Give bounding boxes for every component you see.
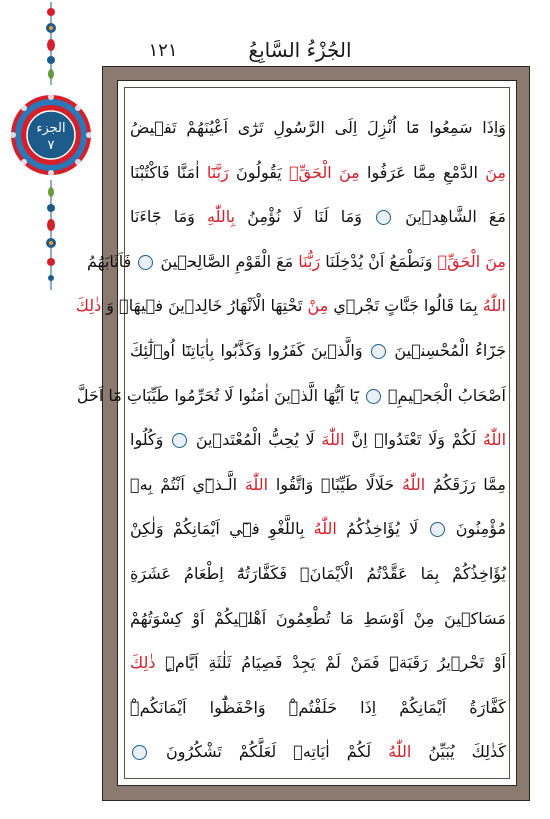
verse-segment: كَذٰلِكَ يُبَيِّنُ — [428, 742, 506, 762]
highlighted-word: بِاللّٰهِ — [207, 207, 236, 227]
verse-segment: يَقُولُونَ — [236, 162, 282, 182]
verse-segment: بِمَا قَالُوا جَنَّاتٍ تَجْر۪ي — [333, 296, 478, 316]
verse-line — [130, 418, 506, 463]
verse-segment: فَاَثَابَهُمُ — [86, 251, 132, 271]
ayah-end-marker-icon — [376, 210, 391, 225]
highlighted-word: مِنَ الْحَقِّۚ — [289, 162, 360, 182]
verse-line — [130, 641, 506, 686]
verse-segment: وَاِذَا سَمِعُوا مَٓا اُنْزِلَ اِلَى الرَّسُولِ تَرٰٓى اَعْيُنَهُمْ تَف۪يضُ — [130, 118, 506, 137]
verse-segment: جَزَٓاءُ الْمُحْسِن۪ينَ — [394, 340, 506, 360]
verse-segment: مُؤْمِنُونَ — [455, 519, 507, 539]
page-title: الجُزْءُ السَّابِعُ — [248, 38, 352, 62]
ayah-end-marker-icon — [132, 745, 147, 760]
highlighted-word: ذٰلِكَ — [130, 653, 156, 673]
verse-segment: وَكُلُوا — [130, 430, 164, 450]
verse-line — [130, 463, 506, 508]
verse-segment: يَٓا اَيُّهَا الَّذ۪ينَ اٰمَنُوا لَا تُحَرِّمُوا طَيِّبَاتِ مَٓا اَحَلَّ — [76, 385, 359, 405]
verse-line — [130, 151, 506, 196]
ayah-end-marker-icon — [172, 433, 187, 448]
highlighted-word: اللّٰهَ — [321, 430, 345, 450]
ayah-end-marker-icon — [430, 522, 445, 537]
flourish-icon — [46, 2, 56, 85]
verse-segment: وَنَطْمَعُ اَنْ يُدْخِلَنَا — [325, 251, 433, 271]
verse-line — [130, 552, 506, 597]
highlighted-word: اللّٰهَ — [244, 474, 269, 494]
verse-segment: بِاللَّغْوِ ف۪ٓي اَيْمَانِكُمْ وَلٰكِنْ — [130, 519, 305, 539]
verse-line — [130, 597, 506, 642]
verse-line — [130, 686, 506, 731]
verse-segment: الدَّمْعِ مِمَّا عَرَفُوا — [367, 162, 478, 182]
verse-segment: اَصْحَابُ الْجَح۪يمِ۟ — [387, 385, 506, 405]
verse-line — [130, 730, 506, 775]
highlighted-word: مِنَ الْحَقِّۙ — [437, 251, 506, 271]
verse-line — [76, 374, 506, 419]
verse-segment: وَمَا جَٓاءَنَا — [130, 207, 195, 227]
verse-line — [86, 240, 506, 285]
highlighted-word: اللّٰهُ — [313, 519, 337, 539]
highlighted-word: مِنْ — [307, 296, 329, 316]
flourish-bottom-icon — [46, 180, 56, 290]
verse-segment: حَلَالًا طَيِّبًاۖ وَاتَّقُوا — [275, 474, 395, 494]
verse-segment: اٰمَنَّا فَاكْتُبْنَا — [130, 162, 200, 182]
verse-segment: لَكُمْ اٰيَاتِه۪ لَعَلَّكُمْ تَشْكُرُونَ — [166, 742, 372, 762]
verse-line — [130, 106, 506, 151]
verse-line — [130, 507, 506, 552]
juz-label: الجزء — [36, 121, 66, 136]
juz-badge — [31, 120, 71, 154]
verse-segment: اَوْ تَحْر۪يرُ رَقَبَةٍۜ فَمَنْ لَمْ يَجِدْ فَصِيَامُ ثَلٰثَةِ اَيَّامٍۜ — [165, 653, 506, 673]
verse-segment: مَعَ الشَّاهِد۪ينَ — [405, 207, 506, 227]
highlighted-word: اللّٰهُ — [401, 474, 426, 494]
verse-segment: مِمَّا رَزَقَكُمُ — [432, 474, 506, 494]
verse-line — [75, 284, 506, 329]
highlighted-word: رَبُّنَا — [298, 251, 321, 271]
verse-segment: وَمَا لَنَا لَا نُؤْمِنُ — [247, 207, 362, 227]
verse-text-block — [75, 106, 507, 775]
verse-segment: مَعَ الْقَوْمِ الصَّالِح۪ينَ — [160, 251, 294, 271]
highlighted-word: مِنَ — [485, 162, 506, 182]
verse-line — [130, 329, 506, 374]
highlighted-word: رَبَّنَٓا — [206, 162, 229, 182]
ayah-end-marker-icon — [366, 389, 381, 404]
ayah-end-marker-icon — [371, 344, 386, 359]
verse-segment: لَكُمْ وَلَا تَعْتَدُواۜ اِنَّ — [351, 430, 477, 450]
ayah-end-marker-icon — [138, 255, 153, 270]
verse-line — [130, 195, 506, 240]
verse-segment: يُؤَاخِذُكُمْ بِمَا عَقَّدْتُمُ الْاَيْمَانَۚ فَكَفَّارَتُهُٓ اِطْعَامُ عَشَرَةِ — [130, 563, 506, 583]
highlighted-word: اللّٰهُ — [482, 296, 506, 316]
page-number: ١٢١ — [148, 40, 178, 61]
highlighted-word: ذٰلِكَ — [75, 296, 102, 316]
juz-number: ٧ — [47, 138, 55, 153]
verse-segment: تَحْتِهَا الْاَنْهَارُ خَالِد۪ينَ ف۪يهَاۜ وَ — [106, 296, 303, 316]
highlighted-word: اللّٰهُ — [388, 742, 412, 762]
highlighted-word: اللّٰهُ — [482, 430, 507, 450]
verse-segment: الَّـذ۪ٓي اَنْتُمْ بِه۪ — [130, 474, 238, 494]
verse-segment: لَا يُحِبُّ الْمُعْتَد۪ينَ — [195, 430, 315, 450]
verse-segment: وَالَّذ۪ينَ كَفَرُوا وَكَذَّبُوا بِاٰيَاتِنَٓا اُو۬لٰٓئِكَ — [130, 340, 363, 360]
verse-segment: مَسَاك۪ينَ مِنْ اَوْسَطِ مَا تُطْعِمُونَ اَهْل۪يكُمْ اَوْ كِسْوَتُهُمْ — [130, 608, 506, 628]
verse-segment: كَفَّارَةُ اَيْمَانِكُمْ اِذَا حَلَفْتُمْۜ وَاحْفَظُٓوا اَيْمَانَكُمْۜ — [130, 697, 506, 717]
verse-segment: لَا يُؤَاخِذُكُمُ — [346, 519, 419, 539]
